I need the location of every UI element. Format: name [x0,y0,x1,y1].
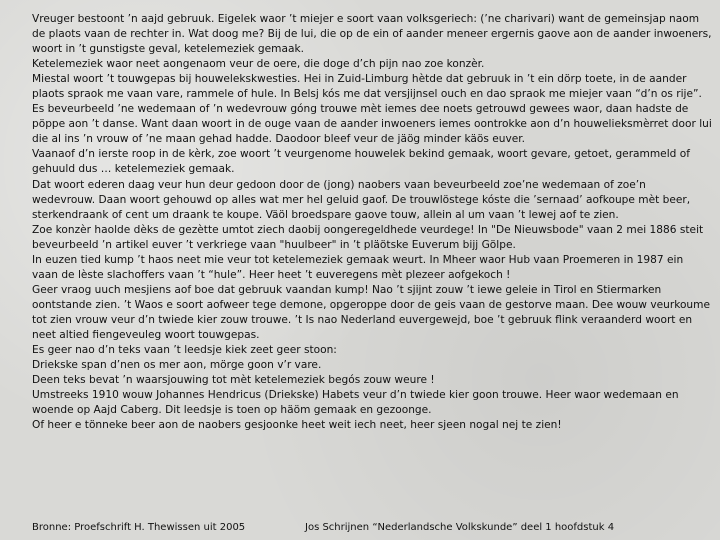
paragraph: Umstreeks 1910 wouw Johannes Hendricus (Driekske) Habets veur d’n twiede kier goon trouwe. Heer waor wedemaan en woende op Aajd Caberg. Dit leedsje is toen op häöm gemaak en gezoonge. [32,389,679,417]
paragraph: Vaanaof d’n ierste roop in de kèrk, zoe woort ’t veurgenome houwelek bekind gemaak, woort gevare, getoet, gerammeld of gehuuld dus … ketelemeziek gemaak. [32,148,690,176]
paragraph: Zoe konzèr haolde dèks de gezètte umtot ziech daobij oongeregeldhede veurdege! In "De Nieuwsbode" vaan 2 mei 1886 steit beveurbeeld ’n artikel euver ’t verkriege vaan "huulbeer" in ’t pläötske Euverum bijj Gölpe. [32,223,704,251]
paragraph: Geer vraog uuch mesjiens aof boe dat gebruuk vaandan kump! Nao ’t sjijnt zouw ’t iewe geleie in Tirol en Stiermarken oontstande zien. ’t Waos e soort aofweer tege demone, opgeroppe door de geis vaan de gestorve maan. Dee wouw veurkoume tot zien vrouw veur d’n twiede kier zouw trouwe. ’t Is nao Nederland euvergewejd, boe ’t gebruuk flink veraanderd woort en neet altied fiengeveuleg woort touwgepas. [32,283,710,341]
paragraph: Driekske span d’nen os mer aon, mörge goon v’r vare. [32,359,322,372]
paragraph: Miestal woort ’t touwgepas bij houwelekskwesties. Hei in Zuid-Limburg hètde dat gebruuk in ’t ein dörp toete, in de aander plaots spraok me vaan vare, rammele of hule. In Belsj kós me dat versjijnsel ouch en dao spraok me miejer vaan “d’n os rije”. Es beveurbeeld ’ne wedemaan of ’n wedevrouw góng trouwe mèt iemes dee noets getrouwd gewees waor, daan hadste de pöppe aon ’t danse. Want daan woort in de ouge vaan de aander inwoeners iemes oontrokke aon d’n houwelieksmèrret door lui die al ins ’n vrouw of ’ne maan gehad hadde. Daodoor bleef veur de jäög minder käös euver. [32,73,712,146]
reference-citation: Jos Schrijnen “Nederlandsche Volkskunde” deel 1 hoofdstuk 4 [305,522,615,533]
source-citation: Bronne: Proefschrift H. Thewissen uit 2005 [32,522,246,533]
paragraph: Es geer nao d’n teks vaan ’t leedsje kiek zeet geer stoon: [32,344,337,357]
body-text [32,12,712,433]
paragraph: In euzen tied kump ’t haos neet mie veur tot ketelemeziek gemaak weurt. In Mheer waor Hub vaan Proemeren in 1987 ein vaan de lèste slachoffers vaan ’t “hule”. Heer heet ’t euveregens mèt plezeer aofgekoch ! [32,253,684,281]
paragraph: Vreuger bestoont ’n aajd gebruuk. Eigelek waor ’t miejer e soort vaan volksgeriech: (’ne charivari) want de gemeinsjap naom de plaots vaan de rechter in. Wat doog me? Bij de lui, die op de ein of aander meneer ergernis gaove aon de aander inwoeners, woort in ’t gunstigste geval, ketelemeziek gemaak. [32,13,712,56]
paragraph: Deen teks bevat ’n waarsjouwing tot mèt ketelemeziek begós zouw weure ! [32,374,435,387]
paragraph: Dat woort ederen daag veur hun deur gedoon door de (jong) naobers vaan beveurbeeld zoe’ne wedemaan of zoe’n wedevrouw. Daan woort gehouwd op alles wat mer hel geluid gaof. De trouwlöstege kóste die ’sernaad’ aofkoupe mèt beer, sterkendraank of cent um draank te koupe. Väöl broedspare gaove touw, allein al um vaan ’t lewej aof te zien. [32,178,691,221]
paragraph: Ketelemeziek waor neet aongenaom veur de oere, die doge d’ch pijn nao zoe konzèr. [32,58,485,71]
paragraph: Of heer e tönneke beer aon de naobers gesjoonke heet weit iech neet, heer sjeen nogal nej te zien! [32,419,562,432]
